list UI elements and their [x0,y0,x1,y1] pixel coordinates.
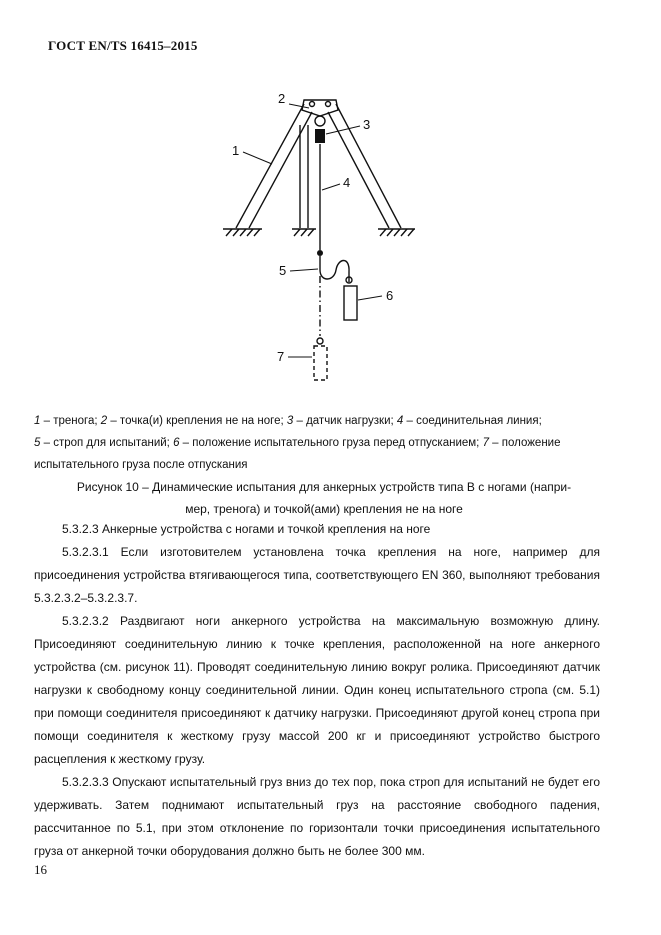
tripod-left-leg-inner [249,112,312,228]
figure-10-diagram [0,0,661,400]
test-mass-after-release [314,346,327,380]
paragraph-5-3-2-3-3: 5.3.2.3.3 Опускают испытательный груз вниз до тех пор, пока строп для испытаний не будет его удерживать. Затем поднимают испытательный груз на расстояние свободного падения, рассчитанное по 5.1, при этом отклонение по горизонтали точки присоединения испытательного груза от анкерной точки оборудования должно быть не более 300 мм. [34,775,600,858]
figure-caption [34,476,614,520]
head-bolt-right [326,102,331,107]
caption-line-1: Рисунок 10 – Динамические испытания для анкерных устройств типа В с ногами (напри- [76,480,572,494]
label-5: 5 [279,263,287,278]
label-4: 4 [343,175,351,190]
legend-line-2: 5 – строп для испытаний; 6 – положение испытательного груза перед отпусканием; 7 – положение [34,437,561,449]
section-body [34,518,600,863]
legend-line-1: 1 – тренога; 2 – точка(и) крепления не на ноге; 3 – датчик нагрузки; 4 – соединительная линия; [34,415,542,427]
tripod-left-leg-outer [236,104,304,228]
document-header: ГОСТ EN/TS 16415–2015 [48,38,198,53]
load-cell [315,129,325,143]
test-mass-before-release [344,286,357,320]
label-2: 2 [278,91,286,106]
figure-legend [34,410,604,476]
caption-line-2: мер, тренога) и точкой(ами) крепления не на ноге [185,502,463,516]
tripod-right-leg-inner [328,112,389,228]
anchor-pulley [315,116,325,126]
label-1: 1 [232,143,240,158]
label-3: 3 [363,117,371,132]
page-number: 16 [34,862,47,877]
section-heading: 5.3.2.3 Анкерные устройства с ногами и точкой крепления на ноге [62,522,431,536]
head-bolt-left [310,102,315,107]
label-7: 7 [277,349,285,364]
test-lanyard [320,256,349,282]
connector-dot [317,250,323,256]
legend-line-3: испытательного груза после отпускания [34,459,248,471]
paragraph-5-3-2-3-1: 5.3.2.3.1 Если изготовителем установлена точка крепления на ноге, например для присоединения устройства втягивающегося типа, соответствующего EN 360, выполняют требования 5.3.2.3.2–5.3.2.3.7. [34,545,600,605]
mass-7-connector [317,338,323,344]
label-6: 6 [386,288,394,303]
paragraph-5-3-2-3-2: 5.3.2.3.2 Раздвигают ноги анкерного устройства на максимальную возможную длину. Присоединяют соединительную линию к точке крепления, расположенной на ноге анкерного устройства (см. рисунок 11). Проводят соединительную линию вокруг ролика. Присоединяют датчик нагрузки к свободному концу соединительной линии. Один конец испытательного стропа (см. 5.1) при помощи соединителя присоединяют к датчику нагрузки. Присоединяют другой конец стропа при помощи соединителя к жесткому грузу массой 200 кг и присоединяют устройство быстрого расцепления к жесткому грузу. [34,614,600,766]
